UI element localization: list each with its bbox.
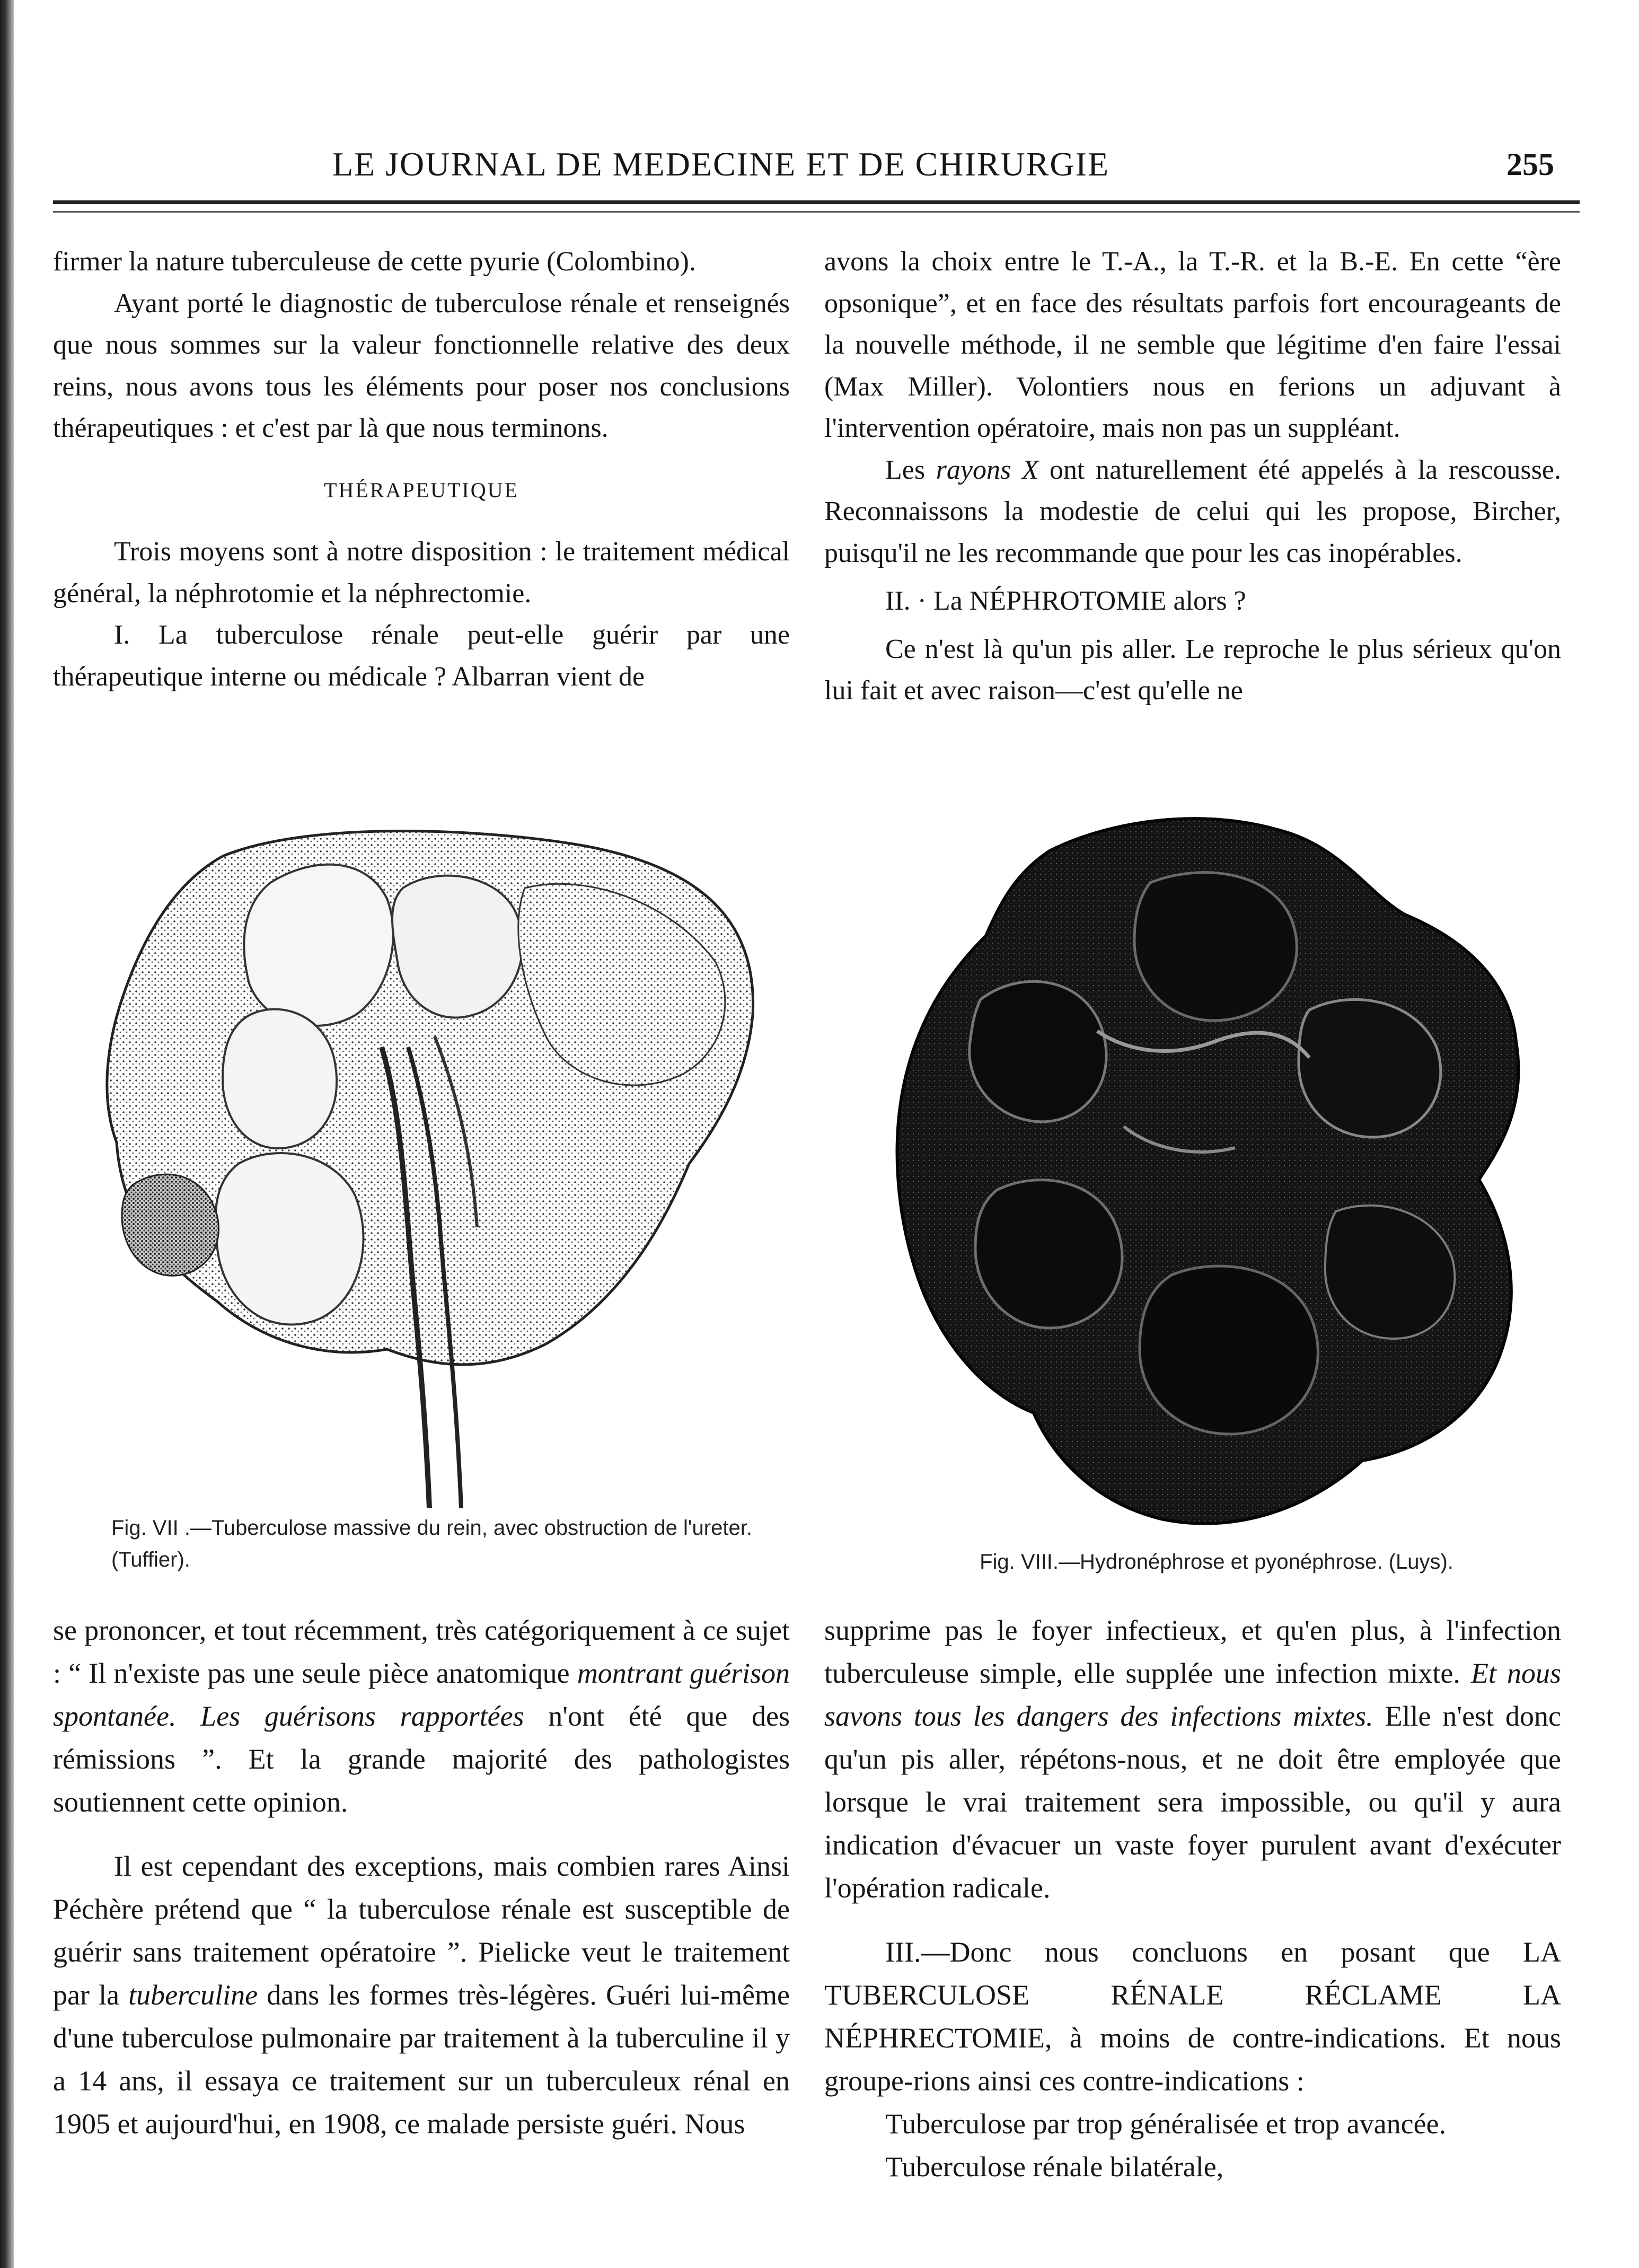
section-heading: THÉRAPEUTIQUE — [324, 478, 519, 502]
header-rule — [53, 200, 1580, 204]
paragraph: Ayant porté le diagnostic de tuberculose rénale et renseignés que nous sommes sur la valeur fonctionnelle relative des deux reins, nous avons tous les éléments pour poser nos conclusions thérapeutiques : et c'est par là que nous terminons. — [53, 288, 790, 443]
paragraph: Tuberculose par trop généralisée et trop avancée. — [885, 2108, 1447, 2140]
subsection-heading: II. · La NÉPHROTOMIE alors ? — [885, 586, 1246, 616]
paragraph: Ce n'est là qu'un pis aller. Le reproche le plus sérieux qu'on lui fait et avec raison—c'est qu'elle ne — [824, 634, 1561, 706]
paragraph — [53, 1845, 790, 2146]
paragraph — [824, 450, 1561, 575]
italic-text: tuberculine — [128, 1979, 258, 2011]
right-column-bottom — [824, 1609, 1561, 2188]
italic-text: Et nous savons tous les dangers des infections mixtes. — [824, 1657, 1561, 1732]
right-column-top — [824, 241, 1561, 712]
left-column-bottom — [53, 1609, 790, 2146]
figure-viii-caption: Fig. VIII.—Hydronéphrose et pyonéphrose. (Luys). — [980, 1550, 1453, 1573]
italic-text: rayons X — [936, 454, 1039, 485]
text-run — [176, 1700, 200, 1732]
paragraph: Trois moyens sont à notre disposition : le traitement médical général, la néphrotomie et la néphrectomie. — [53, 537, 790, 609]
text-run: dans les formes très-légères. Guéri lui-même d'une tuberculose pulmonaire par traitement à la tuberculine il y a 14 ans, il essaya ce traitement sur un tuberculeux rénal en 1905 et aujourd'hui, en 1908, ce malade persiste guéri. Nous — [53, 1979, 790, 2140]
text-run: n'ont été que des rémissions ”. Et la grande majorité des pathologistes soutiennent cette opinion. — [53, 1700, 790, 1818]
page-number: 255 — [1506, 147, 1554, 182]
text-run: ont naturellement été appelés à la rescousse. Reconnaissons la modestie de celui qui les propose, Bircher, puisqu'il ne les recommande que pour les cas inopérables. — [824, 454, 1561, 568]
text-run: Les — [885, 454, 936, 485]
figure-vii-kidney-illustration — [90, 824, 777, 1508]
figure-vii-caption: Fig. VII .—Tuberculose massive du rein, avec obstruction de l'ureter. (Tuffier). — [111, 1516, 752, 1571]
text-run: Elle n'est donc qu'un pis aller, répétons-nous, et ne doit être employée que lorsque le vrai traitement sera impossible, ou qu'il y aura indication d'évacuer un vaste foyer purulent avant d'exécuter l'opération radicale. — [824, 1700, 1561, 1904]
figure-viii-kidney-photograph — [875, 808, 1548, 1543]
running-head — [53, 135, 1580, 194]
paragraph — [824, 1609, 1561, 1910]
text-run: Il est cependant des exceptions, mais combien rares Ainsi Péchère prétend que “ la tuberculose rénale est susceptible de guérir sans traitement opératoire ”. Pielicke veut le traitement par la — [53, 1850, 790, 2011]
paragraph: Tuberculose rénale bilatérale, — [885, 2151, 1224, 2183]
paragraph: firmer la nature tuberculeuse de cette pyurie (Colombino). — [53, 247, 696, 277]
binding-shadow — [0, 0, 14, 2268]
paragraph: I. La tuberculose rénale peut-elle guérir par une thérapeutique interne ou médicale ? Albarran vient de — [53, 620, 790, 692]
paragraph — [53, 1609, 790, 1824]
italic-text: Les guérisons rapportées — [200, 1700, 524, 1732]
left-column-top — [53, 241, 790, 698]
journal-title: LE JOURNAL DE MEDECINE ET DE CHIRURGIE — [332, 145, 1110, 183]
paragraph: avons la choix entre le T.-A., la T.-R. et la B.-E. En cette “ère opsonique”, et en face des résultats parfois fort encourageants de la nouvelle méthode, il ne semble que légitime d'en faire l'essai (Max Miller). Volontiers nous en ferions un adjuvant à l'intervention opératoire, mais non pas un suppléant. — [824, 247, 1561, 443]
paragraph: III.—Donc nous concluons en posant que LA TUBERCULOSE RÉNALE RÉCLAME LA NÉPHRECTOMIE, à moins de contre-indications. Et nous groupe-rions ainsi ces contre-indications : — [824, 1936, 1561, 2097]
text-run: supprime pas le foyer infectieux, et qu'en plus, à l'infection tuberculeuse simple, elle supplée une infection mixte. — [824, 1614, 1561, 1689]
italic-text: montrant guérison spontanée. — [53, 1657, 790, 1732]
text-run: se prononcer, et tout récemment, très catégoriquement à ce sujet : “ Il n'existe pas une seule pièce anatomique — [53, 1614, 790, 1689]
header-rule-thin — [53, 211, 1580, 213]
